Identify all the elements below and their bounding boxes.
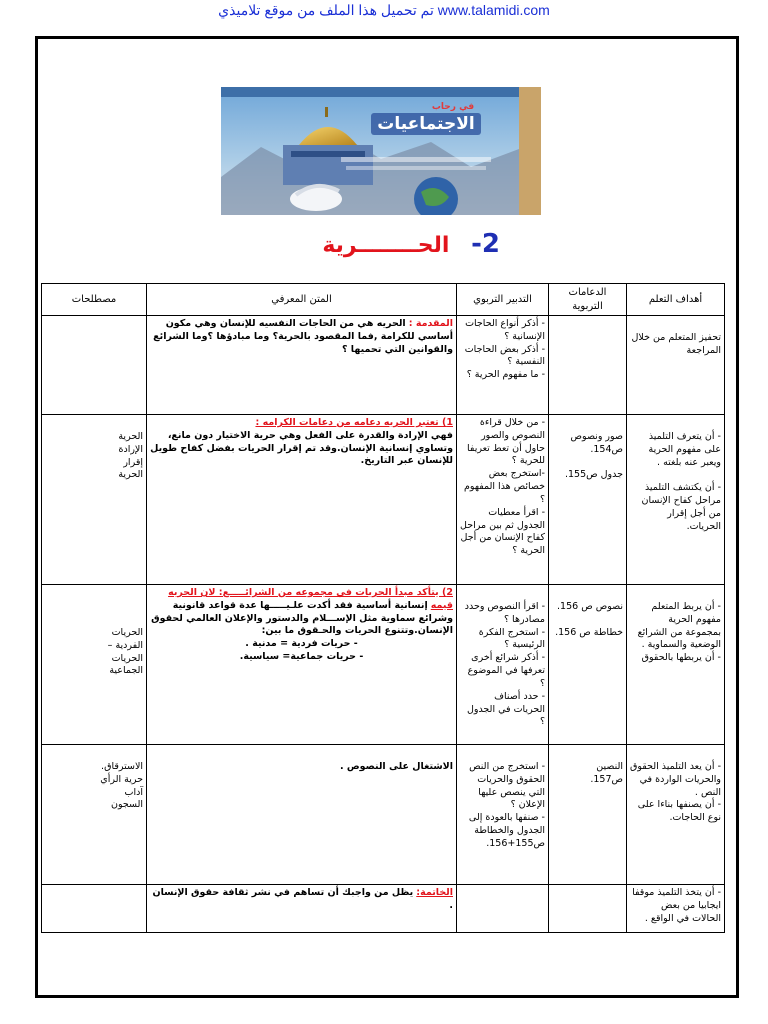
row2-management-item: - اقرأ معطيات الجدول ثم بين مراحل كفاح الإنسان من أجل الحرية ؟ bbox=[460, 506, 545, 557]
row1-supports bbox=[549, 316, 627, 415]
row3-terms bbox=[42, 585, 147, 745]
row3-objective-item: - أن يربطها بالحقوق bbox=[641, 652, 721, 664]
lesson-title: الحــــــــرية bbox=[322, 233, 450, 258]
row2-objective-item: - أن يكتشف التلميذ مراحل كفاح الإنسان من أجل إقرار الحريات. bbox=[641, 482, 721, 532]
row2-management-item: -استخرج بعض خصائص هذا المفهوم ؟ bbox=[464, 468, 545, 505]
row1-content bbox=[147, 316, 457, 415]
header-objectives: أهداف التعلم bbox=[627, 284, 725, 316]
row3-term: الفردية – bbox=[107, 639, 143, 651]
row4-support-item: ص157. bbox=[590, 773, 623, 785]
row2-supports bbox=[549, 415, 627, 585]
row2-content-text: فهي الإرادة والقدرة على الفعل وهي حرية الاختيار دون مانع، وتساوي إنسانية الإنسان.وقد تم إقرار الحريات بفضل كفاح طويل للإنسان عبر التاريخ. bbox=[150, 429, 453, 467]
row2-terms bbox=[42, 415, 147, 585]
header-content: المتن المعرفي bbox=[147, 284, 457, 316]
cover-title: الاجتماعيات bbox=[377, 114, 475, 134]
table-row-concept bbox=[42, 415, 725, 585]
row4-terms bbox=[42, 745, 147, 885]
row3-content-item: - حريات فردية = مدنية . bbox=[245, 638, 358, 650]
row3-management-item: - اقرأ النصوص وحدد مصادرها ؟ bbox=[464, 601, 545, 625]
row2-content bbox=[147, 415, 457, 585]
row4-management-item: - صنفها بالعودة إلى الجدول والخطاطة ص155+156. bbox=[468, 812, 545, 849]
row4-management-item: - استخرج من النص الحقوق والحريات التي ينصص عليها الإعلان ؟ bbox=[469, 761, 545, 811]
row2-content-label: 1) تعتبر الحريه دعامه من دعامات الكرامه : bbox=[255, 417, 453, 428]
row2-support-item: صور ونصوص ص154. bbox=[570, 431, 623, 455]
row2-management bbox=[457, 415, 549, 585]
row5-content-text: يظل من واجبك أن تساهم في نشر ثقافة حقوق الإنسان . bbox=[152, 887, 453, 911]
row3-objectives bbox=[627, 585, 725, 745]
row3-content-text: إنسانية أساسية فقد أكدت علـيـــــها عدة قواعد قانونية وشرائع سماوية مثل الإســـلام والدستور والإعلان العالمي لحقوق الإنسان.وتتنوع الحريات والحـقوق ما بين: bbox=[151, 599, 453, 637]
row3-support-item: خطاطة ص 156. bbox=[555, 626, 623, 638]
row4-term: السجون bbox=[110, 799, 143, 811]
row5-content bbox=[147, 885, 457, 933]
row4-content-text: الاشتغال على النصوص . bbox=[339, 761, 453, 772]
row2-support-item: جدول ص155. bbox=[564, 469, 623, 481]
row3-management-item: - أذكر شرائع أخرى تعرفها في الموضوع ؟ bbox=[467, 652, 545, 689]
row1-terms bbox=[42, 316, 147, 415]
row2-term: الحرية bbox=[118, 469, 143, 481]
row3-content-item: - حريات جماعية= سياسية. bbox=[239, 651, 364, 663]
row4-objective-item: - أن يعد التلميذ الحقوق والحريات الواردة في النص . bbox=[630, 761, 721, 798]
cover-subtitle: في رحاب bbox=[431, 102, 475, 112]
row3-supports bbox=[549, 585, 627, 745]
row3-content-label: 2) يتأكد مبدأ الحريات في مجموعه من الشرائـــــع: لان الحريه قيمه bbox=[168, 587, 453, 611]
row4-objective-item: - أن يصنفها بناءا على نوع الحاجات. bbox=[637, 799, 721, 824]
row5-content-label: الخاتمة: bbox=[416, 887, 453, 898]
table-row-laws bbox=[42, 585, 725, 745]
header-terms: مصطلحات bbox=[42, 284, 147, 316]
row1-content-label: المقدمة : bbox=[408, 318, 453, 329]
row5-management bbox=[457, 885, 549, 933]
row2-term: إقرار bbox=[123, 456, 143, 468]
lesson-number: 2- bbox=[471, 229, 500, 259]
row5-terms bbox=[42, 885, 147, 933]
row4-term: حرية الرأي bbox=[100, 773, 143, 785]
table-header-row bbox=[42, 284, 725, 316]
row2-objectives bbox=[627, 415, 725, 585]
header-management: التدبير التربوي bbox=[457, 284, 549, 316]
row2-management-item: - من خلال قراءة النصوص والصور حاول أن تعط تعريفا للحرية ؟ bbox=[467, 417, 545, 467]
table-row-introduction bbox=[42, 316, 725, 415]
cover-illustration bbox=[221, 87, 541, 215]
row4-objectives bbox=[627, 745, 725, 885]
lesson-plan-table bbox=[41, 283, 725, 933]
row1-content-text: الحريه هي من الحاجات النفسيه للإنسان وهي مكون أساسي للكرامة ,فما المقصود بالحرية؟ وما مبادؤها ؟وما الشرائع والقوانين التي تحميها ؟ bbox=[153, 318, 453, 355]
row1-objectives: تحفيز المتعلم من خلال المراجعة bbox=[627, 316, 725, 415]
row1-management bbox=[457, 316, 549, 415]
row1-management-item: - أذكر بعض الحاجات النفسية ؟ bbox=[464, 343, 545, 368]
row5-objectives: - أن يتخذ التلميذ موقفا ايجابيا من بعض الحالات في الواقع . bbox=[627, 885, 725, 933]
table-row-texts bbox=[42, 745, 725, 885]
row3-content bbox=[147, 585, 457, 745]
source-banner-text[interactable]: تم تحميل هذا الملف من موقع تلاميذي www.talamidi.com bbox=[218, 2, 550, 18]
row5-supports bbox=[549, 885, 627, 933]
row3-management bbox=[457, 585, 549, 745]
row4-term: آداب bbox=[124, 786, 143, 798]
row2-term: الحرية bbox=[118, 431, 143, 442]
row3-term: الجماعية bbox=[109, 665, 143, 677]
row4-term: الاسترقاق. bbox=[101, 761, 143, 772]
row4-supports bbox=[549, 745, 627, 885]
row4-content bbox=[147, 745, 457, 885]
row3-support-item: نصوص ص 156. bbox=[557, 601, 623, 612]
header-supports: الدعامات التربوية bbox=[549, 284, 627, 316]
table-row-conclusion bbox=[42, 885, 725, 933]
row4-support-item: النصين bbox=[596, 761, 623, 772]
row3-management-item: - استخرج الفكرة الرئيسية ؟ bbox=[478, 626, 545, 651]
row1-management-item: - أذكر أنواع الحاجات الإنسانية ؟ bbox=[465, 318, 545, 342]
row3-management-item: - حدد أصناف الحريات في الجدول ؟ bbox=[466, 690, 545, 728]
row3-objective-item: - أن يربط المتعلم مفهوم الحرية بمجموعة من الشرائع الوضعية والسماوية . bbox=[637, 601, 721, 651]
row3-term: الحريات bbox=[111, 652, 143, 664]
row4-management bbox=[457, 745, 549, 885]
row1-management-item: - ما مفهوم الحرية ؟ bbox=[466, 369, 545, 381]
row2-objective-item: - أن يتعرف التلميذ على مفهوم الحرية ويعبر عنه بلغته . bbox=[648, 431, 721, 468]
textbook-cover-image bbox=[221, 87, 541, 215]
source-banner[interactable] bbox=[0, 0, 768, 22]
lesson-heading bbox=[270, 226, 500, 262]
row3-term: الحريات bbox=[111, 627, 143, 638]
row2-term: الإرادة bbox=[118, 443, 143, 455]
